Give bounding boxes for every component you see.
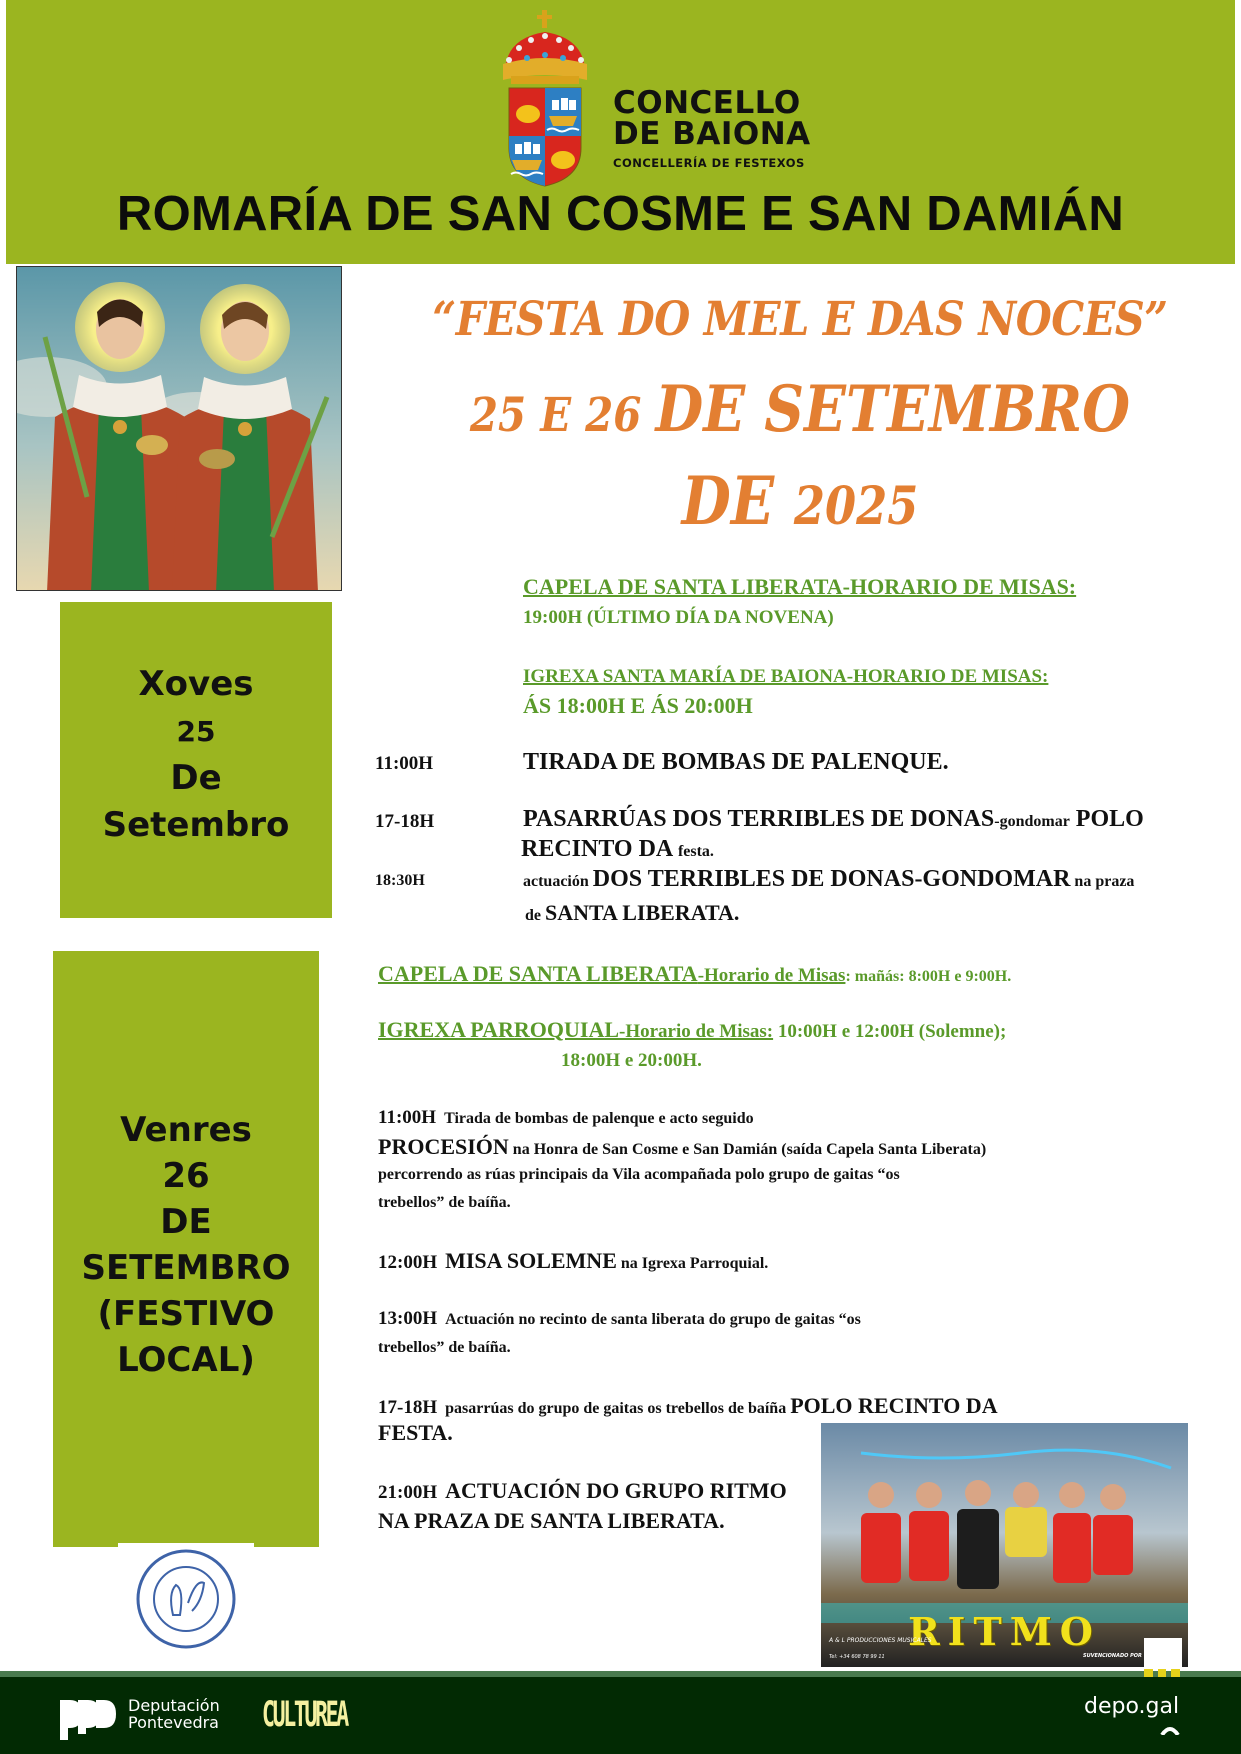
org-name-line2: DE BAIONA — [613, 116, 811, 152]
website-link[interactable]: depo.gal — [1084, 1694, 1180, 1719]
ritmo-band-poster — [821, 1423, 1188, 1667]
day-de: De — [170, 758, 222, 798]
day1-mass2-title: IGREXA SANTA MARÍA DE BAIONA-HORARIO DE MISAS: — [523, 666, 1049, 687]
event-time: 18:30H — [375, 872, 425, 889]
band-name: RITMO — [908, 1609, 1101, 1654]
band-sponsor-label: SUVENCIONADO POR — [1083, 1653, 1142, 1659]
day-box-friday — [53, 951, 319, 1547]
festa-title: “FESTA DO MEL E DAS NOCES” — [432, 292, 1168, 347]
event-procession-line3: percorrendo as rúas principais da Vila acompañada polo grupo de gaitas “os — [378, 1166, 900, 1183]
festa-year — [439, 462, 1161, 540]
day-month: SETEMBRO — [81, 1248, 291, 1288]
event-ritmo: 21:00H ACTUACIÓN DO GRUPO RITMO — [378, 1478, 787, 1503]
page-title: ROMARÍA DE SAN COSME E SAN DAMIÁN — [116, 187, 1125, 241]
day-number: 25 — [176, 715, 216, 748]
band-producer: A & L PRODUCCIONES MUSICALES — [829, 1637, 932, 1644]
day-note: (FESTIVO — [97, 1294, 275, 1334]
event-gaitas-actuacion: 13:00H Actuación no recinto de santa liberata do grupo de gaitas “os — [378, 1308, 861, 1329]
parish-seal-icon — [118, 1543, 254, 1653]
festa-dates — [439, 372, 1161, 447]
event-pasarruas: 17-18H pasarrúas do grupo de gaitas os trebellos de baíña POLO RECINTO DA — [378, 1393, 998, 1418]
day2-mass2: IGREXA PARROQUIAL-Horario de Misas: 10:00H e 12:00H (Solemne); — [378, 1017, 1007, 1042]
festa-year-prefix: DE — [681, 462, 794, 540]
event-text-cont: RECINTO DA festa. — [521, 836, 714, 862]
day2-mass1: CAPELA DE SANTA LIBERATA-Horario de Misas: mañás: 8:00H e 9:00H. — [378, 961, 1012, 986]
org-department: CONCELLERÍA DE FESTEXOS — [613, 156, 805, 170]
event-procession-line2: PROCESIÓN na Honra de San Cosme e San Damián (saída Capela Santa Liberata) — [378, 1134, 987, 1159]
baiona-coat-of-arms-icon — [497, 8, 593, 188]
event-time: 11:00H — [375, 753, 434, 774]
day-name: Venres — [120, 1110, 252, 1150]
event-ritmo-line2: NA PRAZA DE SANTA LIBERATA. — [378, 1508, 725, 1533]
event-procession-line4: trebellos” de baíña. — [378, 1194, 511, 1211]
day-month: Setembro — [102, 805, 290, 845]
concello-de-baiona-logo — [613, 85, 811, 170]
arc-icon — [1160, 1722, 1180, 1732]
event-misa-solemne: 12:00H MISA SOLEMNE na Igrexa Parroquial. — [378, 1248, 769, 1273]
event-text: TIRADA DE BOMBAS DE PALENQUE. — [523, 749, 949, 775]
day-number: 26 — [162, 1156, 210, 1196]
day-name: Xoves — [138, 664, 254, 704]
festa-year-number: 2025 — [793, 476, 919, 537]
day1-mass1-time: 19:00H (ÚLTIMO DÍA DA NOVENA) — [523, 607, 834, 628]
deputacion-label: Deputación Pontevedra — [128, 1696, 220, 1732]
day1-mass1-title: CAPELA DE SANTA LIBERATA-HORARIO DE MISAS: — [523, 574, 1077, 599]
event-time: 17-18H — [375, 811, 435, 832]
event-text: actuación DOS TERRIBLES DE DONAS-GONDOMAR na praza — [523, 866, 1135, 892]
event-pasarruas-line2: FESTA. — [378, 1420, 453, 1445]
sponsor-logo-icon — [1144, 1638, 1182, 1667]
day2-mass2-time-cont: 18:00H e 20:00H. — [561, 1050, 702, 1071]
day1-mass2-time: ÁS 18:00H E ÁS 20:00H — [523, 693, 753, 718]
band-phone: Tel: +34 608 78 99 11 — [829, 1654, 885, 1660]
day-note-cont: LOCAL) — [117, 1340, 255, 1380]
festa-date-month: DE SETEMBRO — [655, 372, 1131, 447]
event-gaitas-actuacion-line2: trebellos” de baíña. — [378, 1339, 511, 1356]
culturea-logo: CULTUREA — [262, 1695, 347, 1736]
saints-image — [16, 266, 342, 591]
day-de: DE — [160, 1202, 212, 1242]
day-box-thursday — [60, 602, 332, 918]
festa-date-days: 25 E 26 — [469, 388, 656, 443]
event-text: PASARRÚAS DOS TERRIBLES DE DONAS-gondomar POLO — [523, 806, 1144, 832]
org-name-line1: CONCELLO — [613, 85, 801, 121]
deputacion-logo-icon — [58, 1694, 118, 1746]
event-text-cont: de SANTA LIBERATA. — [525, 900, 740, 925]
yellow-marks-icon — [1144, 1669, 1180, 1677]
event-procession: 11:00H Tirada de bombas de palenque e acto seguido — [378, 1107, 754, 1128]
